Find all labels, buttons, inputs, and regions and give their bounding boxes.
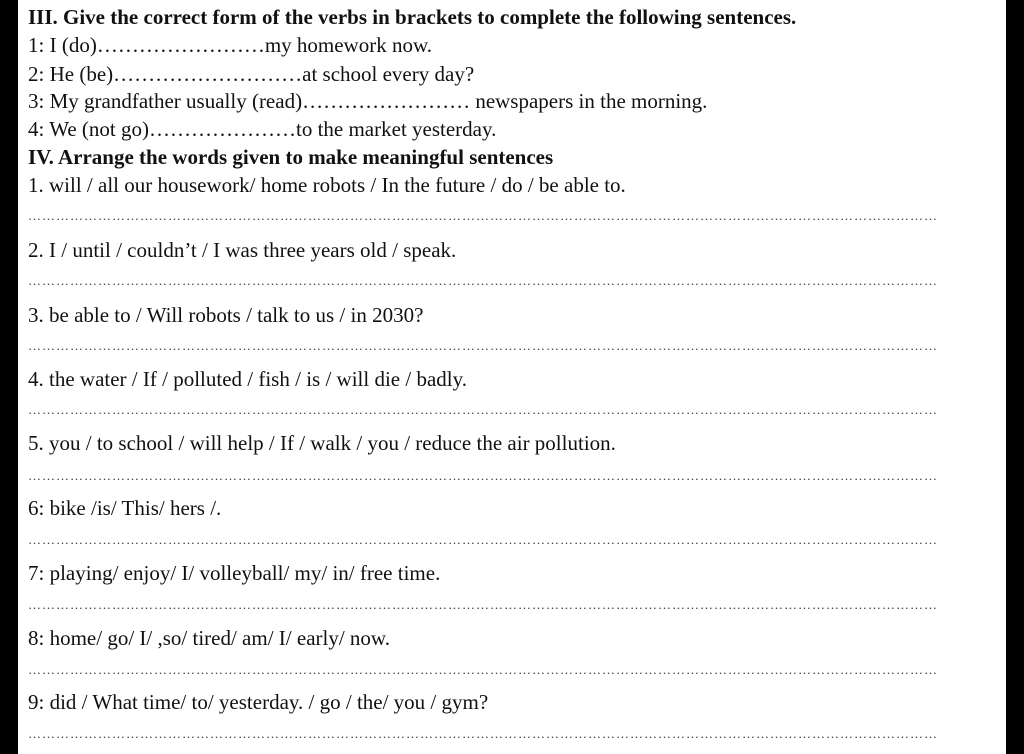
answer-line-6[interactable]: …………………………………………………………………………………………………………………………………………………………………………… <box>28 532 938 547</box>
s4-item-5: 5. you / to school / will help / If / walk / you / reduce the air pollution. <box>28 431 616 455</box>
s4-item-2: 2. I / until / couldn’t / I was three years old / speak. <box>28 238 457 262</box>
s4-item-3: 3. be able to / Will robots / talk to us / in 2030? <box>28 303 424 327</box>
answer-line-3[interactable]: …………………………………………………………………………………………………………………………………………………………………………… <box>28 338 938 353</box>
s4-item-9: 9: did / What time/ to/ yesterday. / go / the/ you / gym? <box>28 690 489 714</box>
answer-line-7[interactable]: …………………………………………………………………………………………………………………………………………………………………………… <box>28 597 938 612</box>
s3-item-1: 1: I (do)……………………my homework now. <box>28 33 433 57</box>
answer-line-2[interactable]: …………………………………………………………………………………………………………………………………………………………………………… <box>28 273 938 288</box>
answer-line-8[interactable]: …………………………………………………………………………………………………………………………………………………………………………… <box>28 662 938 677</box>
s4-item-6: 6: bike /is/ This/ hers /. <box>28 496 222 520</box>
s3-item-4: 4: We (not go)…………………to the market yesterday. <box>28 117 497 141</box>
s4-item-4: 4. the water / If / polluted / fish / is / will die / badly. <box>28 367 467 391</box>
s4-item-7: 7: playing/ enjoy/ I/ volleyball/ my/ in/ free time. <box>28 561 441 585</box>
section-4-heading: IV. Arrange the words given to make meaningful sentences <box>28 145 554 169</box>
worksheet-page <box>18 0 1006 754</box>
answer-line-5[interactable]: …………………………………………………………………………………………………………………………………………………………………………… <box>28 468 938 483</box>
s3-item-2: 2: He (be)………………………at school every day? <box>28 62 475 86</box>
section-3-heading: III. Give the correct form of the verbs in brackets to complete the following sentences. <box>28 5 797 29</box>
s4-item-8: 8: home/ go/ I/ ,so/ tired/ am/ I/ early/ now. <box>28 626 390 650</box>
s3-item-3: 3: My grandfather usually (read)…………………… newspapers in the morning. <box>28 89 708 113</box>
answer-line-4[interactable]: …………………………………………………………………………………………………………………………………………………………………………… <box>28 402 938 417</box>
answer-line-1[interactable]: …………………………………………………………………………………………………………………………………………………………………………… <box>28 208 938 223</box>
answer-line-9[interactable]: …………………………………………………………………………………………………………………………………………………………………………… <box>28 726 938 741</box>
s4-item-1: 1. will / all our housework/ home robots / In the future / do / be able to. <box>28 173 626 197</box>
